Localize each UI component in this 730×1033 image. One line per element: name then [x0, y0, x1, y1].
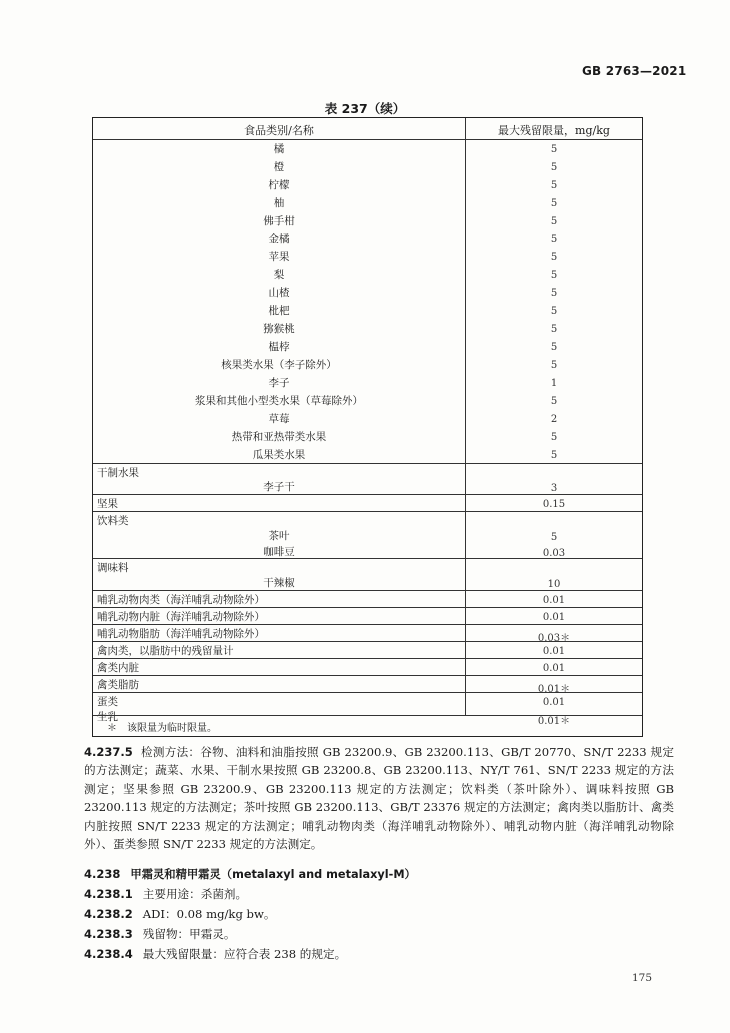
table-row: [93, 247, 642, 265]
food-name: 猕猴桃: [263, 323, 295, 335]
table-header-row: [93, 118, 642, 140]
section-heading: 甲霜灵和精甲霜灵（metalaxyl and metalaxyl-M）: [130, 868, 416, 881]
table-row: [93, 265, 642, 283]
food-name: 核果类水果（李子除外）: [221, 359, 337, 371]
limit-value: 5: [550, 360, 558, 371]
table-row: [93, 427, 642, 445]
food-name: 柠檬: [268, 179, 290, 191]
limit-value: 10: [547, 579, 561, 590]
food-category-name: 哺乳动物脂肪（海洋哺乳动物除外）: [97, 628, 265, 640]
food-name: 佛手柑: [263, 215, 295, 227]
limit-value: 5: [550, 198, 558, 209]
food-name: 咖啡豆: [263, 546, 295, 558]
food-name: 热带和亚热带类水果: [231, 431, 327, 443]
limit-value: 0.01: [542, 646, 566, 657]
residue-limit-table: [92, 117, 643, 737]
table-row: [93, 658, 642, 676]
limit-value: 0.01＊: [537, 684, 571, 695]
table-row: [93, 319, 642, 337]
limit-value: 0.01: [542, 595, 566, 606]
limit-value: 5: [550, 216, 558, 227]
food-category-name: 调味料: [97, 562, 129, 574]
limit-value: 0.03＊: [537, 633, 571, 644]
section-text: 残留物：甲霜灵。: [142, 927, 236, 941]
food-name: 金橘: [268, 233, 290, 245]
section-4-238-1: [84, 886, 247, 902]
table-row: [93, 301, 642, 319]
food-name: 榅桲: [268, 341, 290, 353]
limit-value: 1: [550, 378, 558, 389]
food-category-name: 饮料类: [97, 515, 129, 527]
fruit-rows: [93, 139, 642, 463]
limit-value: 5: [550, 252, 558, 263]
section-4-238-4: [84, 946, 346, 962]
food-category-name: 哺乳动物内脏（海洋哺乳动物除外）: [97, 611, 265, 623]
limit-value: 0.01: [542, 697, 566, 708]
table-row: [93, 391, 642, 409]
table-row: [93, 193, 642, 211]
limit-value: 5: [550, 234, 558, 245]
page-number: 175: [632, 972, 653, 984]
food-category-name: 坚果: [97, 498, 118, 510]
limit-value: 5: [550, 180, 558, 191]
table-row: [93, 698, 642, 727]
section-number: 4.238.4: [84, 947, 133, 961]
food-name: 橘: [273, 143, 285, 155]
limit-value: 5: [550, 306, 558, 317]
section-number: 4.238.1: [84, 887, 133, 901]
table-row: [93, 157, 642, 175]
food-name: 草莓: [268, 413, 290, 425]
limit-value: 5: [550, 342, 558, 353]
section-number: 4.237.5: [84, 745, 133, 759]
limit-value: 0.03: [542, 548, 566, 559]
table-footnote: ＊ 该限量为临时限量。: [107, 723, 217, 734]
section-text: 主要用途：杀菌剂。: [142, 887, 248, 901]
limit-value: 5: [550, 396, 558, 407]
section-4-237-5: [84, 743, 674, 853]
table-row: [93, 445, 642, 463]
table-row: [93, 175, 642, 193]
food-category-name: 禽类脂肪: [97, 679, 139, 691]
section-4-238: [84, 866, 416, 882]
table-row: [93, 607, 642, 625]
food-name: 枇杷: [268, 305, 290, 317]
table-row: [93, 409, 642, 427]
food-name: 苹果: [268, 251, 290, 263]
section-text: 最大残留限量：应符合表 238 的规定。: [142, 947, 347, 961]
limit-value: 5: [550, 532, 558, 543]
food-category-name: 禽肉类，以脂肪中的残留量计: [97, 645, 234, 657]
limit-value: 3: [550, 483, 558, 494]
food-category-name: 禽类内脏: [97, 662, 139, 674]
table-title: 表 237（续）: [324, 101, 406, 116]
table-row: [93, 511, 642, 559]
section-number: 4.238.3: [84, 927, 133, 941]
food-name: 李子: [268, 377, 290, 389]
standard-code: GB 2763—2021: [582, 64, 687, 78]
food-name: 橙: [273, 161, 285, 173]
limit-value: 0.01: [542, 612, 566, 623]
limit-value: 5: [550, 450, 558, 461]
food-name: 茶叶: [268, 530, 290, 542]
limit-value: 5: [550, 288, 558, 299]
limit-value: 5: [550, 432, 558, 443]
header-max-residue-limit: 最大残留限量，mg/kg: [498, 124, 610, 137]
section-4-238-3: [84, 926, 236, 942]
food-name: 干辣椒: [263, 577, 295, 589]
food-name: 柚: [273, 197, 285, 209]
table-row: [93, 463, 642, 495]
limit-value: 0.15: [542, 499, 566, 510]
table-row: [93, 283, 642, 301]
limit-value: 5: [550, 162, 558, 173]
limit-value: 0.01＊: [537, 716, 571, 727]
table-row: [93, 373, 642, 391]
food-name: 山楂: [268, 287, 290, 299]
section-number: 4.238.2: [84, 907, 133, 921]
section-number: 4.238: [84, 867, 121, 881]
food-name: 李子干: [263, 481, 295, 493]
food-name: 浆果和其他小型类水果（草莓除外）: [195, 395, 363, 407]
table-row: [93, 624, 642, 642]
table-row: [93, 641, 642, 659]
header-food-category: 食品类别/名称: [244, 124, 314, 137]
food-category-name: 生乳: [97, 711, 118, 723]
limit-value: 5: [550, 324, 558, 335]
table-row: [93, 590, 642, 608]
food-name: 瓜果类水果: [252, 449, 306, 461]
table-row: [93, 337, 642, 355]
section-4-238-2: [84, 906, 275, 922]
table-row: [93, 675, 642, 693]
table-row: [93, 494, 642, 512]
limit-value: 5: [550, 270, 558, 281]
table-row: [93, 229, 642, 247]
section-text: ADI：0.08 mg/kg bw。: [142, 907, 276, 921]
table-row: [93, 355, 642, 373]
food-category-name: 蛋类: [97, 696, 118, 708]
food-category-name: 干制水果: [97, 467, 139, 479]
limit-value: 0.01: [542, 663, 566, 674]
food-category-name: 哺乳动物肉类（海洋哺乳动物除外）: [97, 594, 265, 606]
table-row: [93, 211, 642, 229]
section-text: 检测方法：谷物、油料和油脂按照 GB 23200.9、GB 23200.113、GB/T 20770、SN/T 2233 规定的方法测定；蔬菜、水果、干制水果按照 GB 23200.8、GB 23200.113、NY/T 761、SN/T 2233 规定的方法测定；坚果参照 GB 23200.9、GB 23200.113 规定的方法测定；饮料类（茶叶除外）、调味料按照 GB 23200.113 规定的方法测定；茶叶按照 GB 23200.113、GB/T 23376 规定的方法测定；禽肉类以脂肪计、禽类内脏按照 SN/T 2233 规定的方法测定；哺乳动物肉类（海洋哺乳动物除外）、哺乳动物内脏（海洋哺乳动物除外）、蛋类参照 SN/T 2233 规定的方法测定。: [84, 745, 674, 852]
limit-value: 5: [550, 144, 558, 155]
table-row: [93, 139, 642, 157]
table-footnote-row: [93, 715, 642, 737]
table-row: [93, 558, 642, 591]
food-name: 梨: [273, 269, 285, 281]
limit-value: 2: [550, 414, 558, 425]
